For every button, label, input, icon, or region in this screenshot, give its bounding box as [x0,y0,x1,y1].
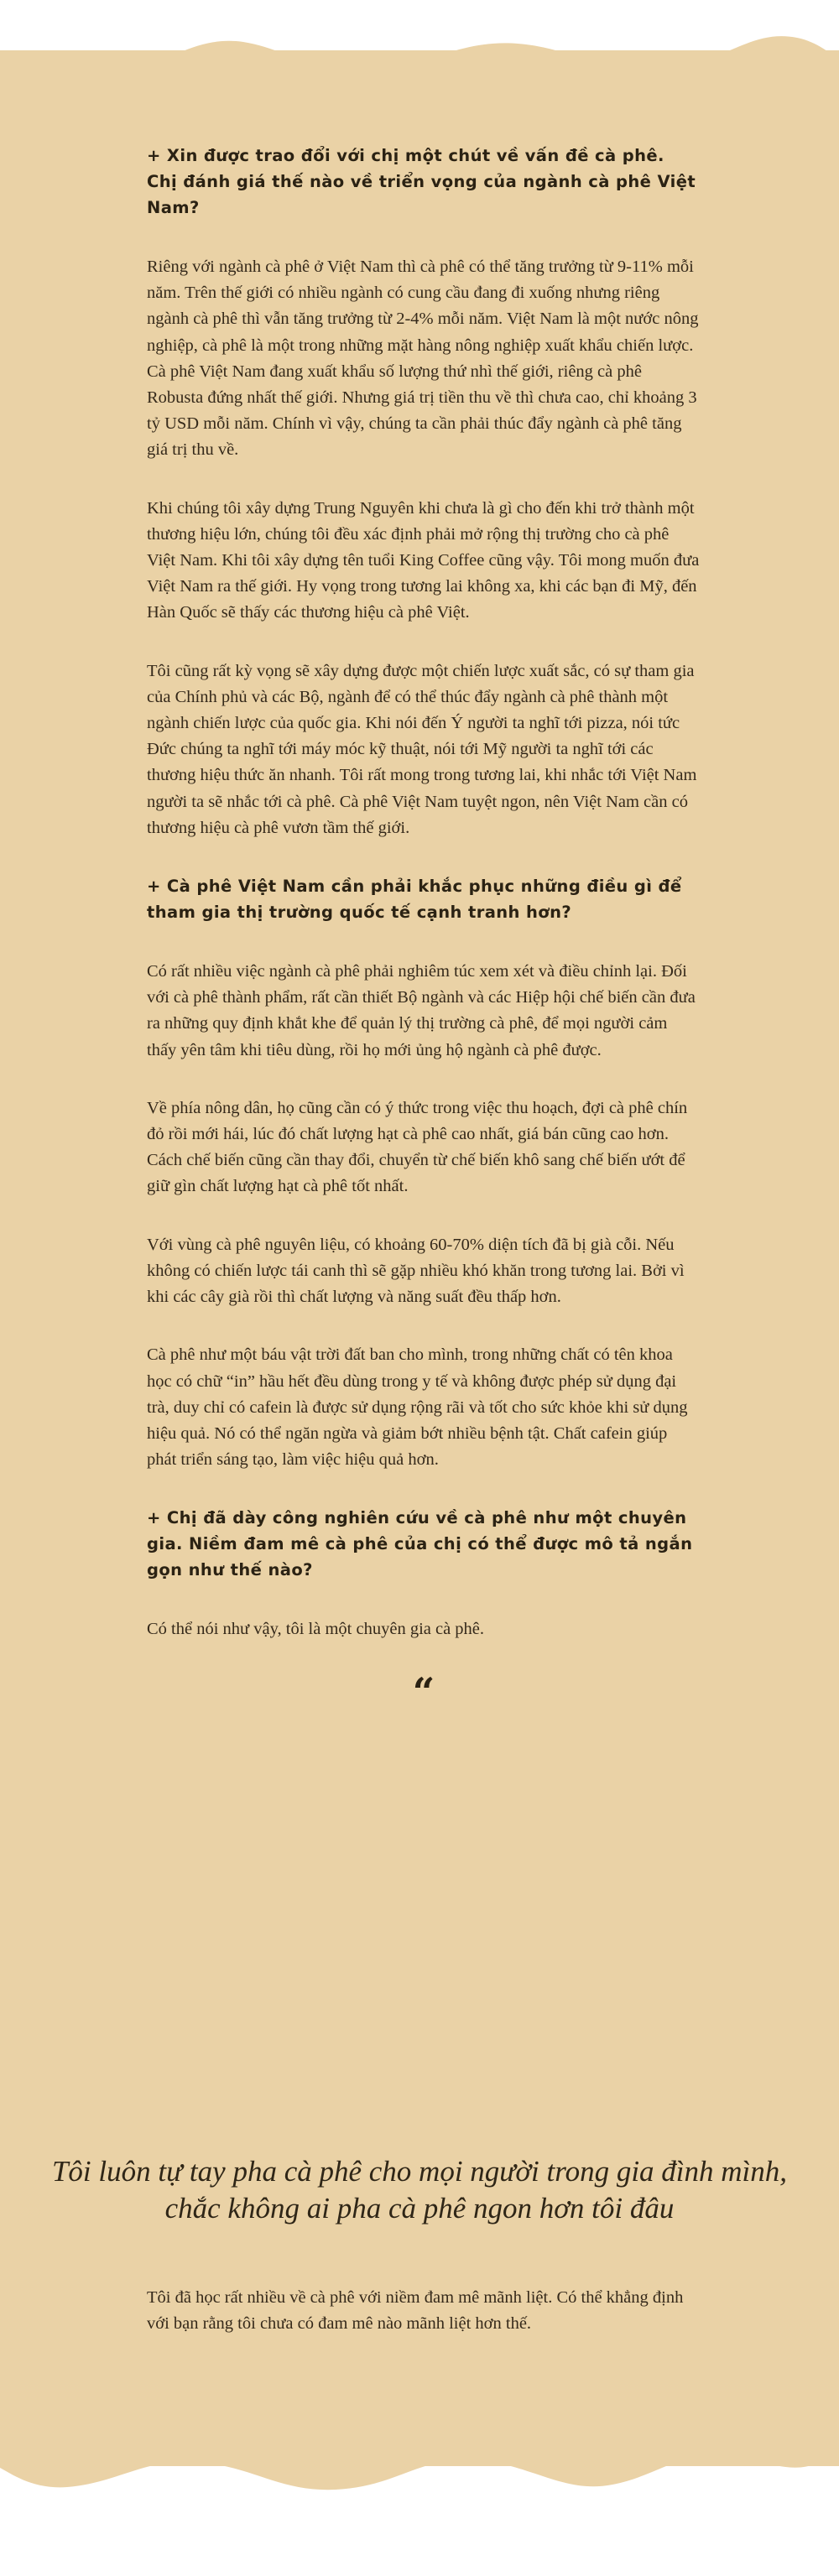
quote-mark-icon: “ [412,1668,435,1715]
interview-question-1: + Xin được trao đổi với chị một chút về vấn đề cà phê. Chị đánh giá thế nào về triển vọng của ngành cà phê Việt Nam? [147,146,696,217]
closing-section [147,2285,701,2369]
closing-paragraph: Tôi đã học rất nhiều về cà phê với niềm đam mê mãnh liệt. Có thể khẳng định với bạn rằng tôi chưa có đam mê nào mãnh liệt hơn thế. [147,2288,684,2334]
answer-paragraph-7: Cà phê như một báu vật trời đất ban cho mình, trong những chất có tên khoa học có chữ “in” hầu hết đều dùng trong y tế và không được phép sử dụng đại trà, duy chỉ có cafein là được sử dụng rộng rãi và tốt cho sức khỏe khi sử dụng hiệu quả. Nó có thể ngăn ngừa và giảm bớt nhiều bệnh tật. Chất cafein giúp phát triển sáng tạo, làm việc hiệu quả hơn. [147,1345,688,1470]
interview-question-3: + Chị đã dày công nghiên cứu về cà phê như một chuyên gia. Niềm đam mê cà phê của chị có thể được mô tả ngắn gọn như thế nào? [147,1508,693,1580]
answer-paragraph-1: Riêng với ngành cà phê ở Việt Nam thì cà phê có thể tăng trưởng từ 9-11% mỗi năm. Trên thế giới có nhiều ngành có cung cầu đang đi xuống nhưng riêng ngành cà phê thì vẫn tăng trưởng từ 2-4% mỗi năm. Việt Nam là một nước nông nghiệp, cà phê là một trong những mặt hàng nông nghiệp xuất khẩu chiến lược. Cà phê Việt Nam đang xuất khẩu số lượng thứ nhì thế giới, riêng cà phê Robusta đứng nhất thế giới. Nhưng giá trị tiền thu về thì chưa cao, chỉ khoảng 3 tỷ USD mỗi năm. Chính vì vậy, chúng ta cần phải thúc đẩy ngành cà phê tăng giá trị thu về. [147,258,699,460]
answer-paragraph-8: Có thể nói như vậy, tôi là một chuyên gia cà phê. [147,1620,485,1639]
answer-paragraph-3: Tôi cũng rất kỳ vọng sẽ xây dựng được một chiến lược xuất sắc, có sự tham gia của Chính phủ và các Bộ, ngành để có thể thúc đẩy ngành cà phê thành một ngành chiến lược của quốc gia. Khi nói đến Ý người ta nghĩ tới pizza, nói tức Đức chúng ta nghĩ tới máy móc kỹ thuật, nói tới Mỹ người ta nghĩ tới các thương hiệu thức ăn nhanh. Tôi rất mong trong tương lai, khi nhắc tới Việt Nam người ta sẽ nhắc tới cà phê. Cà phê Việt Nam tuyệt ngon, nên Việt Nam cần có thương hiệu cà phê vươn tầm thế giới. [147,661,697,837]
pull-quote: Tôi luôn tự tay pha cà phê cho mọi người trong gia đình mình, chắc không ai pha cà phê ngon hơn tôi đâu [51,2155,788,2225]
interview-question-2: + Cà phê Việt Nam cần phải khắc phục những điều gì để tham gia thị trường quốc tế cạnh tranh hơn? [147,877,682,923]
article-body [147,143,701,1730]
bottom-wave-edge [0,2416,839,2576]
answer-paragraph-6: Với vùng cà phê nguyên liệu, có khoảng 60-70% diện tích đã bị già cỗi. Nếu không có chiến lược tái canh thì sẽ gặp nhiều khó khăn trong tương lai. Bởi vì khi các cây già rồi thì chất lượng và năng suất đều thấp hơn. [147,1235,685,1307]
answer-paragraph-5: Về phía nông dân, họ cũng cần có ý thức trong việc thu hoạch, đợi cà phê chín đỏ rồi mới hái, lúc đó chất lượng hạt cà phê cao nhất, giá bán cũng cao hơn. Cách chế biến cũng cần thay đổi, chuyển từ chế biến khô sang chế biến ướt để giữ gìn chất lượng hạt cà phê tốt nhất. [147,1098,688,1196]
answer-paragraph-2: Khi chúng tôi xây dựng Trung Nguyên khi chưa là gì cho đến khi trở thành một thương hiệu lớn, chúng tôi đều xác định phải mở rộng thị trường cho cà phê Việt Nam. Khi tôi xây dựng tên tuổi King Coffee cũng vậy. Tôi mong muốn đưa Việt Nam ra thế giới. Hy vọng trong tương lai không xa, khi các bạn đi Mỹ, đến Hàn Quốc sẽ thấy các thương hiệu cà phê Việt. [147,498,700,622]
answer-paragraph-4: Có rất nhiều việc ngành cà phê phải nghiêm túc xem xét và điều chỉnh lại. Đối với cà phê thành phẩm, rất cần thiết Bộ ngành và các Hiệp hội chế biến cần đưa ra những quy định khắt khe để quản lý thị trường cà phê, để mọi người cảm thấy yên tâm khi tiêu dùng, rồi họ mới ủng hộ ngành cà phê được. [147,962,696,1059]
